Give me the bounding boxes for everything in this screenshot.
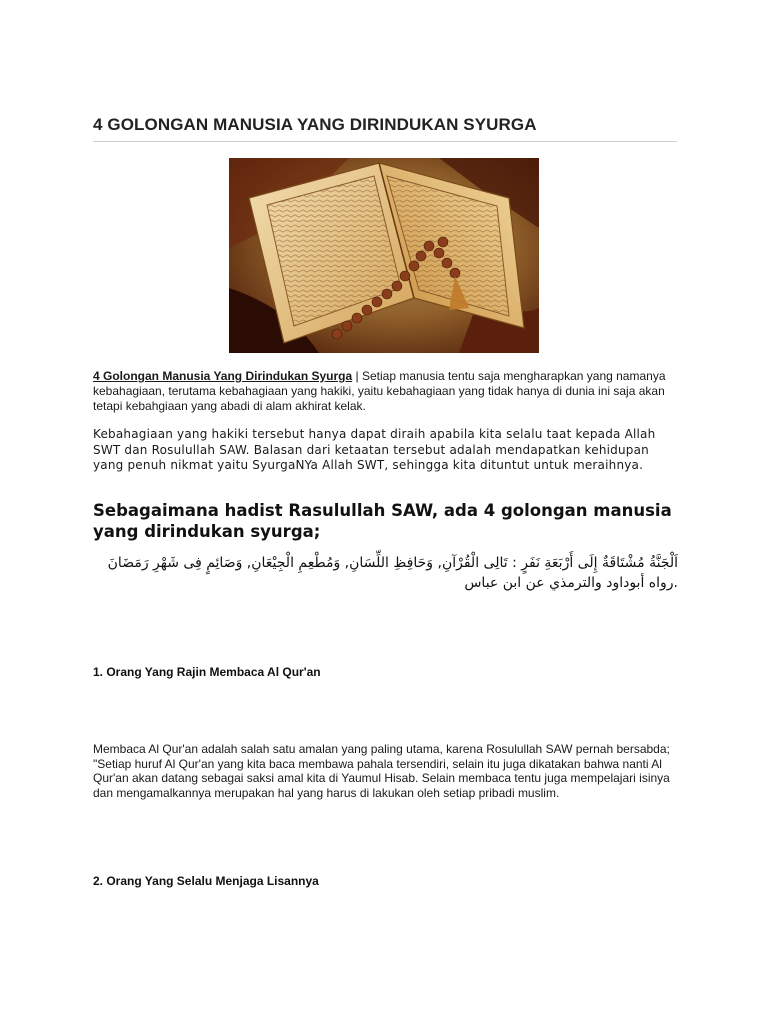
arabic-hadith: اَلْجَنَّةُ مُشْتَاقَةٌ إِلَى أَرْبَعَةِ نَفَرٍ : تَالِى الْقُرْآنِ, وَحَافِظِ اللِّسَانِ, وَمُطْعِمِ الْجِيْعَانِ, وَصَائِمٍ فِى شَهْرِ رَمَضَانَ .رواه أبوداود والترمذي عن ابن عباس — [107, 555, 678, 591]
section-heading-2: 2. Orang Yang Selalu Menjaga Lisannya — [93, 874, 319, 888]
intro-paragraph — [93, 369, 673, 414]
section-body-1: Membaca Al Qur'an adalah salah satu amalan yang paling utama, karena Rosulullah SAW pernah bersabda; "Setiap huruf Al Qur'an yang kita baca membawa pahala tersendiri, selain itu juga dikatakan bahwa nanti Al Qur'an akan datang sebagai saksi amal kita di Yaumul Hisab. Selain membaca tentu juga mempelajari isinya dan mengamalkannya merupakan hal yang harus di lakukan oleh setiap pribadi muslim. — [93, 742, 670, 800]
hadist-heading: Sebagaimana hadist Rasulullah SAW, ada 4 golongan manusia yang dirindukan syurga; — [93, 501, 672, 541]
section-heading-1: 1. Orang Yang Rajin Membaca Al Qur'an — [93, 665, 321, 679]
intro-text: Setiap manusia tentu saja mengharapkan yang namanya kebahagiaan, terutama kebahagiaan yang hakiki, yaitu kebahagiaan yang tidak hanya di dunia ini saja akan tetapi kebahgiaan yang abadi di alam akhirat kelak. — [93, 369, 666, 413]
paragraph-kebahagiaan: Kebahagiaan yang hakiki tersebut hanya dapat diraih apabila kita selalu taat kepada Allah SWT dan Rosulullah SAW. Balasan dari ketaatan tersebut adalah mendapatkan kehidupan yang penuh nikmat yaitu SyurgaNYa Allah SWT, sehingga kita dituntut untuk meraihnya. — [93, 427, 656, 472]
article-link[interactable]: 4 Golongan Manusia Yang Dirindukan Syurga — [93, 369, 353, 383]
quran-image — [229, 158, 539, 353]
separator: | — [352, 369, 362, 383]
page-title: 4 GOLONGAN MANUSIA YANG DIRINDUKAN SYURGA — [93, 115, 677, 142]
